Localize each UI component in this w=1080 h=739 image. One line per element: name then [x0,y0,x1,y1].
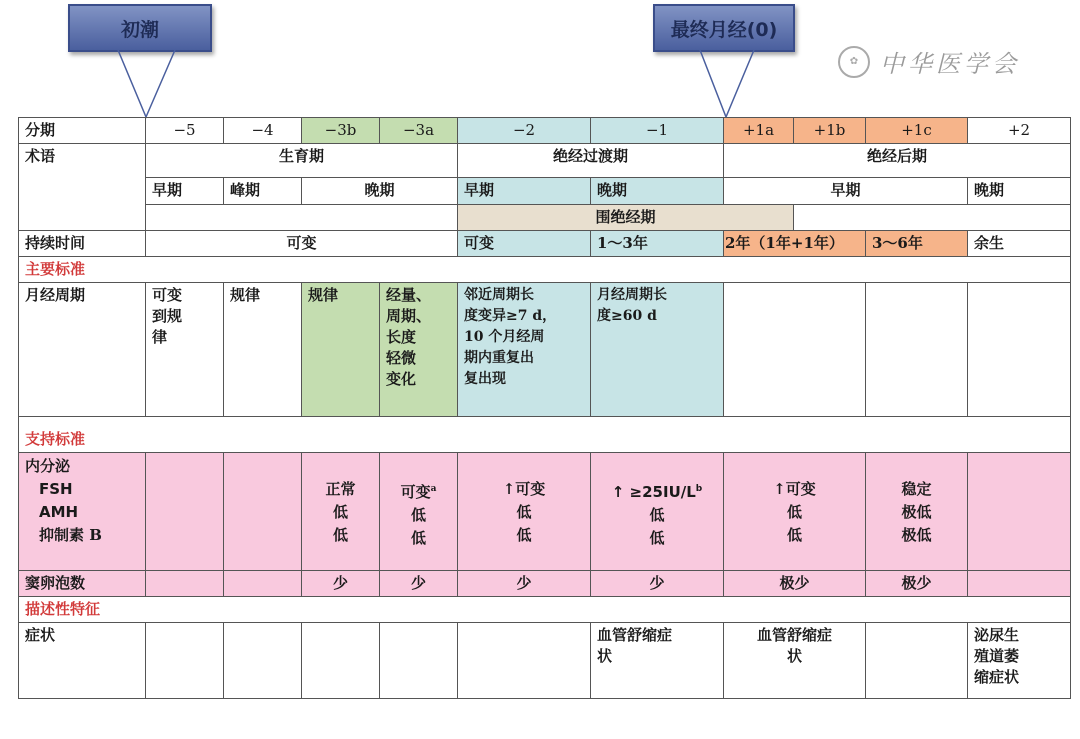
term-reproductive: 生育期 [146,144,458,178]
duration-cell: 2年（1年+1年） [724,231,866,257]
table-row [19,623,1071,699]
afc-cell: 少 [458,571,591,597]
sub-late: 晚期 [968,178,1071,205]
inhibin-value: 低 [649,529,665,547]
perimenopause: 围绝经期 [458,205,794,231]
afc-cell: 少 [380,571,458,597]
sub-peak: 峰期 [224,178,302,205]
stage-cell: −4 [224,118,302,144]
sub-late: 晚期 [302,178,458,205]
main-criteria-header: 主要标准 [19,257,1071,283]
sub-early: 早期 [146,178,224,205]
duration-cell: 余生 [968,231,1071,257]
logo [838,44,1020,79]
endocrine-label: 内分泌 [25,457,71,475]
afc-cell: 极少 [866,571,968,597]
stage-cell: −3b [302,118,380,144]
fsh-value: ↑可变 [773,480,816,498]
fsh-value: ↑ $\ge 25IU/L^b$ [611,483,703,501]
logo-text: 中华医学会 [880,50,1020,78]
table-row [19,453,1071,571]
endocrine-cell [591,453,724,571]
table-row [19,178,1071,205]
cycle-cell: 规律 [224,283,302,417]
fsh-value: 可变$^a$ [400,483,437,501]
symptom-cell: 血管舒缩症 状 [591,623,724,699]
stage-cell: −2 [458,118,591,144]
symptom-cell: 血管舒缩症 状 [724,623,866,699]
stage-cell: −1 [591,118,724,144]
duration-label: 持续时间 [19,231,146,257]
cycle-cell: 邻近周期长 度变异≥7 d， 10 个月经周 期内重复出 复出现 [458,283,591,417]
stage-cell: +2 [968,118,1071,144]
amh-label: AMH [39,503,79,521]
cycle-cell: 可变 到规 律 [146,283,224,417]
stage-cell: −3a [380,118,458,144]
cycle-label: 月经周期 [19,283,146,417]
amh-value: 低 [332,503,348,521]
inhibin-value: 低 [516,526,532,544]
stage-label: 分期 [19,118,146,144]
term-postmenopause: 绝经后期 [724,144,1071,178]
endocrine-cell [458,453,591,571]
afc-cell: 少 [302,571,380,597]
table-row [19,571,1071,597]
inhibin-label: 抑制素 B [39,526,102,544]
amh-value: 低 [649,506,665,524]
endocrine-cell [380,453,458,571]
table-row [19,417,1071,453]
support-criteria-header: 支持标准 [19,417,1071,453]
table-row [19,231,1071,257]
duration-cell: 3～6年 [866,231,968,257]
sub-late: 晚期 [591,178,724,205]
amh-value: 低 [786,503,802,521]
duration-cell: 1～3年 [591,231,724,257]
term-label: 术语 [19,144,146,231]
table-row [19,205,1071,231]
stage-cell: −5 [146,118,224,144]
menarche-callout: 初潮 [68,4,212,52]
afc-cell: 极少 [724,571,866,597]
table-row [19,283,1071,417]
sub-early: 早期 [724,178,968,205]
cycle-cell: 经量、 周期、 长度 轻微 变化 [380,283,458,417]
inhibin-value: 低 [786,526,802,544]
stage-cell: +1c [866,118,968,144]
amh-value: 低 [516,503,532,521]
inhibin-value: 低 [332,526,348,544]
table-row [19,144,1071,178]
fsh-value: 正常 [325,480,356,498]
endocrine-cell [724,453,866,571]
amh-value: 低 [410,506,426,524]
symptom-label: 症状 [19,623,146,699]
stage-cell: +1b [794,118,866,144]
stage-cell: +1a [724,118,794,144]
duration-cell: 可变 [146,231,458,257]
endocrine-label-cell [19,453,146,571]
final-menstrual-period-callout: 最终月经(0) [653,4,795,52]
term-transition: 绝经过渡期 [458,144,724,178]
fsh-value: 稳定 [901,480,932,498]
table-row [19,257,1071,283]
afc-label: 窦卵泡数 [19,571,146,597]
endocrine-cell [866,453,968,571]
symptom-cell: 泌尿生 殖道萎 缩症状 [968,623,1071,699]
table-row [19,597,1071,623]
inhibin-value: 低 [410,529,426,547]
inhibin-value: 极低 [901,526,932,544]
fsh-label: FSH [39,480,73,498]
duration-cell: 可变 [458,231,591,257]
cycle-cell: 规律 [302,283,380,417]
table-row [19,118,1071,144]
amh-value: 极低 [901,503,932,521]
staging-table [18,117,1071,699]
cycle-cell: 月经周期长 度≥60 d [591,283,724,417]
afc-cell: 少 [591,571,724,597]
seal-icon: ✿ [838,46,870,78]
fsh-value: ↑可变 [502,480,546,498]
descriptive-header: 描述性特征 [19,597,1071,623]
sub-early: 早期 [458,178,591,205]
endocrine-cell [302,453,380,571]
